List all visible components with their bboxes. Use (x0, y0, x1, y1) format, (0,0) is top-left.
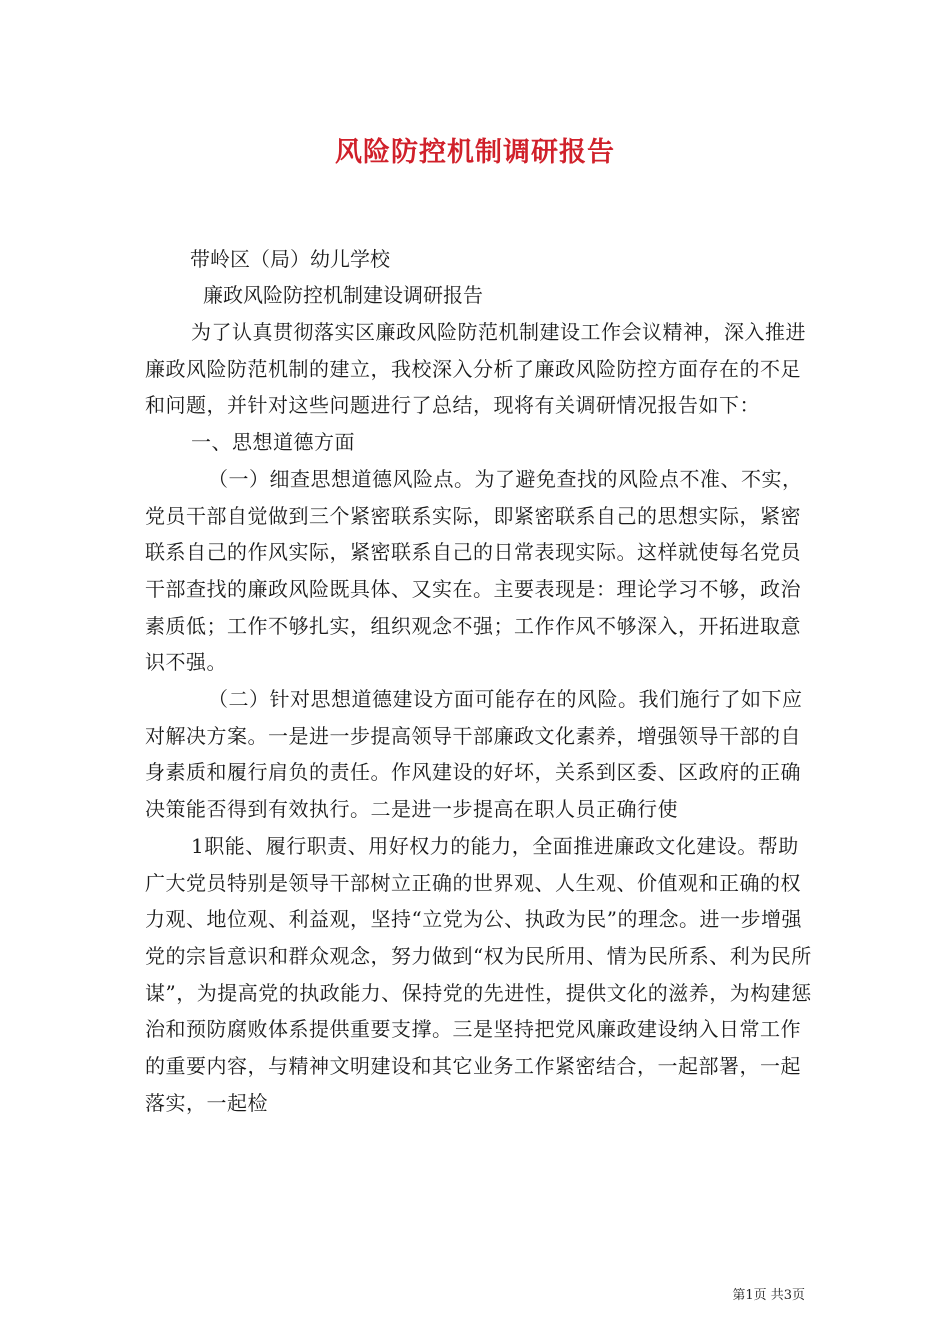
school-line: 带岭区（局）幼儿学校 (190, 247, 390, 271)
section-heading: 一、思想道德方面 (191, 430, 355, 455)
report-subtitle: 廉政风险防控机制建设调研报告 (203, 283, 483, 307)
page-footer: 第1页 共3页 (732, 1288, 805, 1303)
document-body (145, 314, 817, 1121)
intro-paragraph: 为了认真贯彻落实区廉政风险防范机制建设工作会议精神，深入推进廉政风险防范机制的建立，我校深入分析了廉政风险防控方面存在的不足和问题，并针对这些问题进行了总结，现将有关调研情况报告如下： (145, 320, 806, 418)
paragraph-2: （二）针对思想道德建设方面可能存在的风险。我们施行了如下应对解决方案。一是进一步提高领导干部廉政文化素养，增强领导干部的自身素质和履行肩负的责任。作风建设的好坏，关系到区委、区政府的正确决策能否得到有效执行。二是进一步提高在职人员正确行使 (145, 687, 803, 822)
paragraph-1: （一）细查思想道德风险点。为了避免查找的风险点不准、不实，党员干部自觉做到三个紧密联系实际，即紧密联系自己的思想实际，紧密联系自己的作风实际，紧密联系自己的日常表现实际。这样就使每名党员干部查找的廉政风险既具体、又实在。主要表现是：理论学习不够，政治素质低；工作不够扎实，组织观念不强；工作作风不够深入，开拓进取意识不强。 (145, 466, 803, 675)
page-title: 风险防控机制调研报告 (335, 137, 615, 168)
paragraph-3: 1职能、履行职责、用好权力的能力，全面推进廉政文化建设。帮助广大党员特别是领导干部树立正确的世界观、人生观、价值观和正确的权力观、地位观、利益观，坚持“立党为公、执政为民”的理念。进一步增强党的宗旨意识和群众观念，努力做到“权为民所用、情为民所系、利为民所谋”，为提高党的执政能力、保持党的先进性，提供文化的滋养，为构建惩治和预防腐败体系提供重要支撑。三是坚持把党风廉政建设纳入日常工作的重要内容，与精神文明建设和其它业务工作紧密结合，一起部署，一起落实，一起检 (145, 833, 812, 1115)
